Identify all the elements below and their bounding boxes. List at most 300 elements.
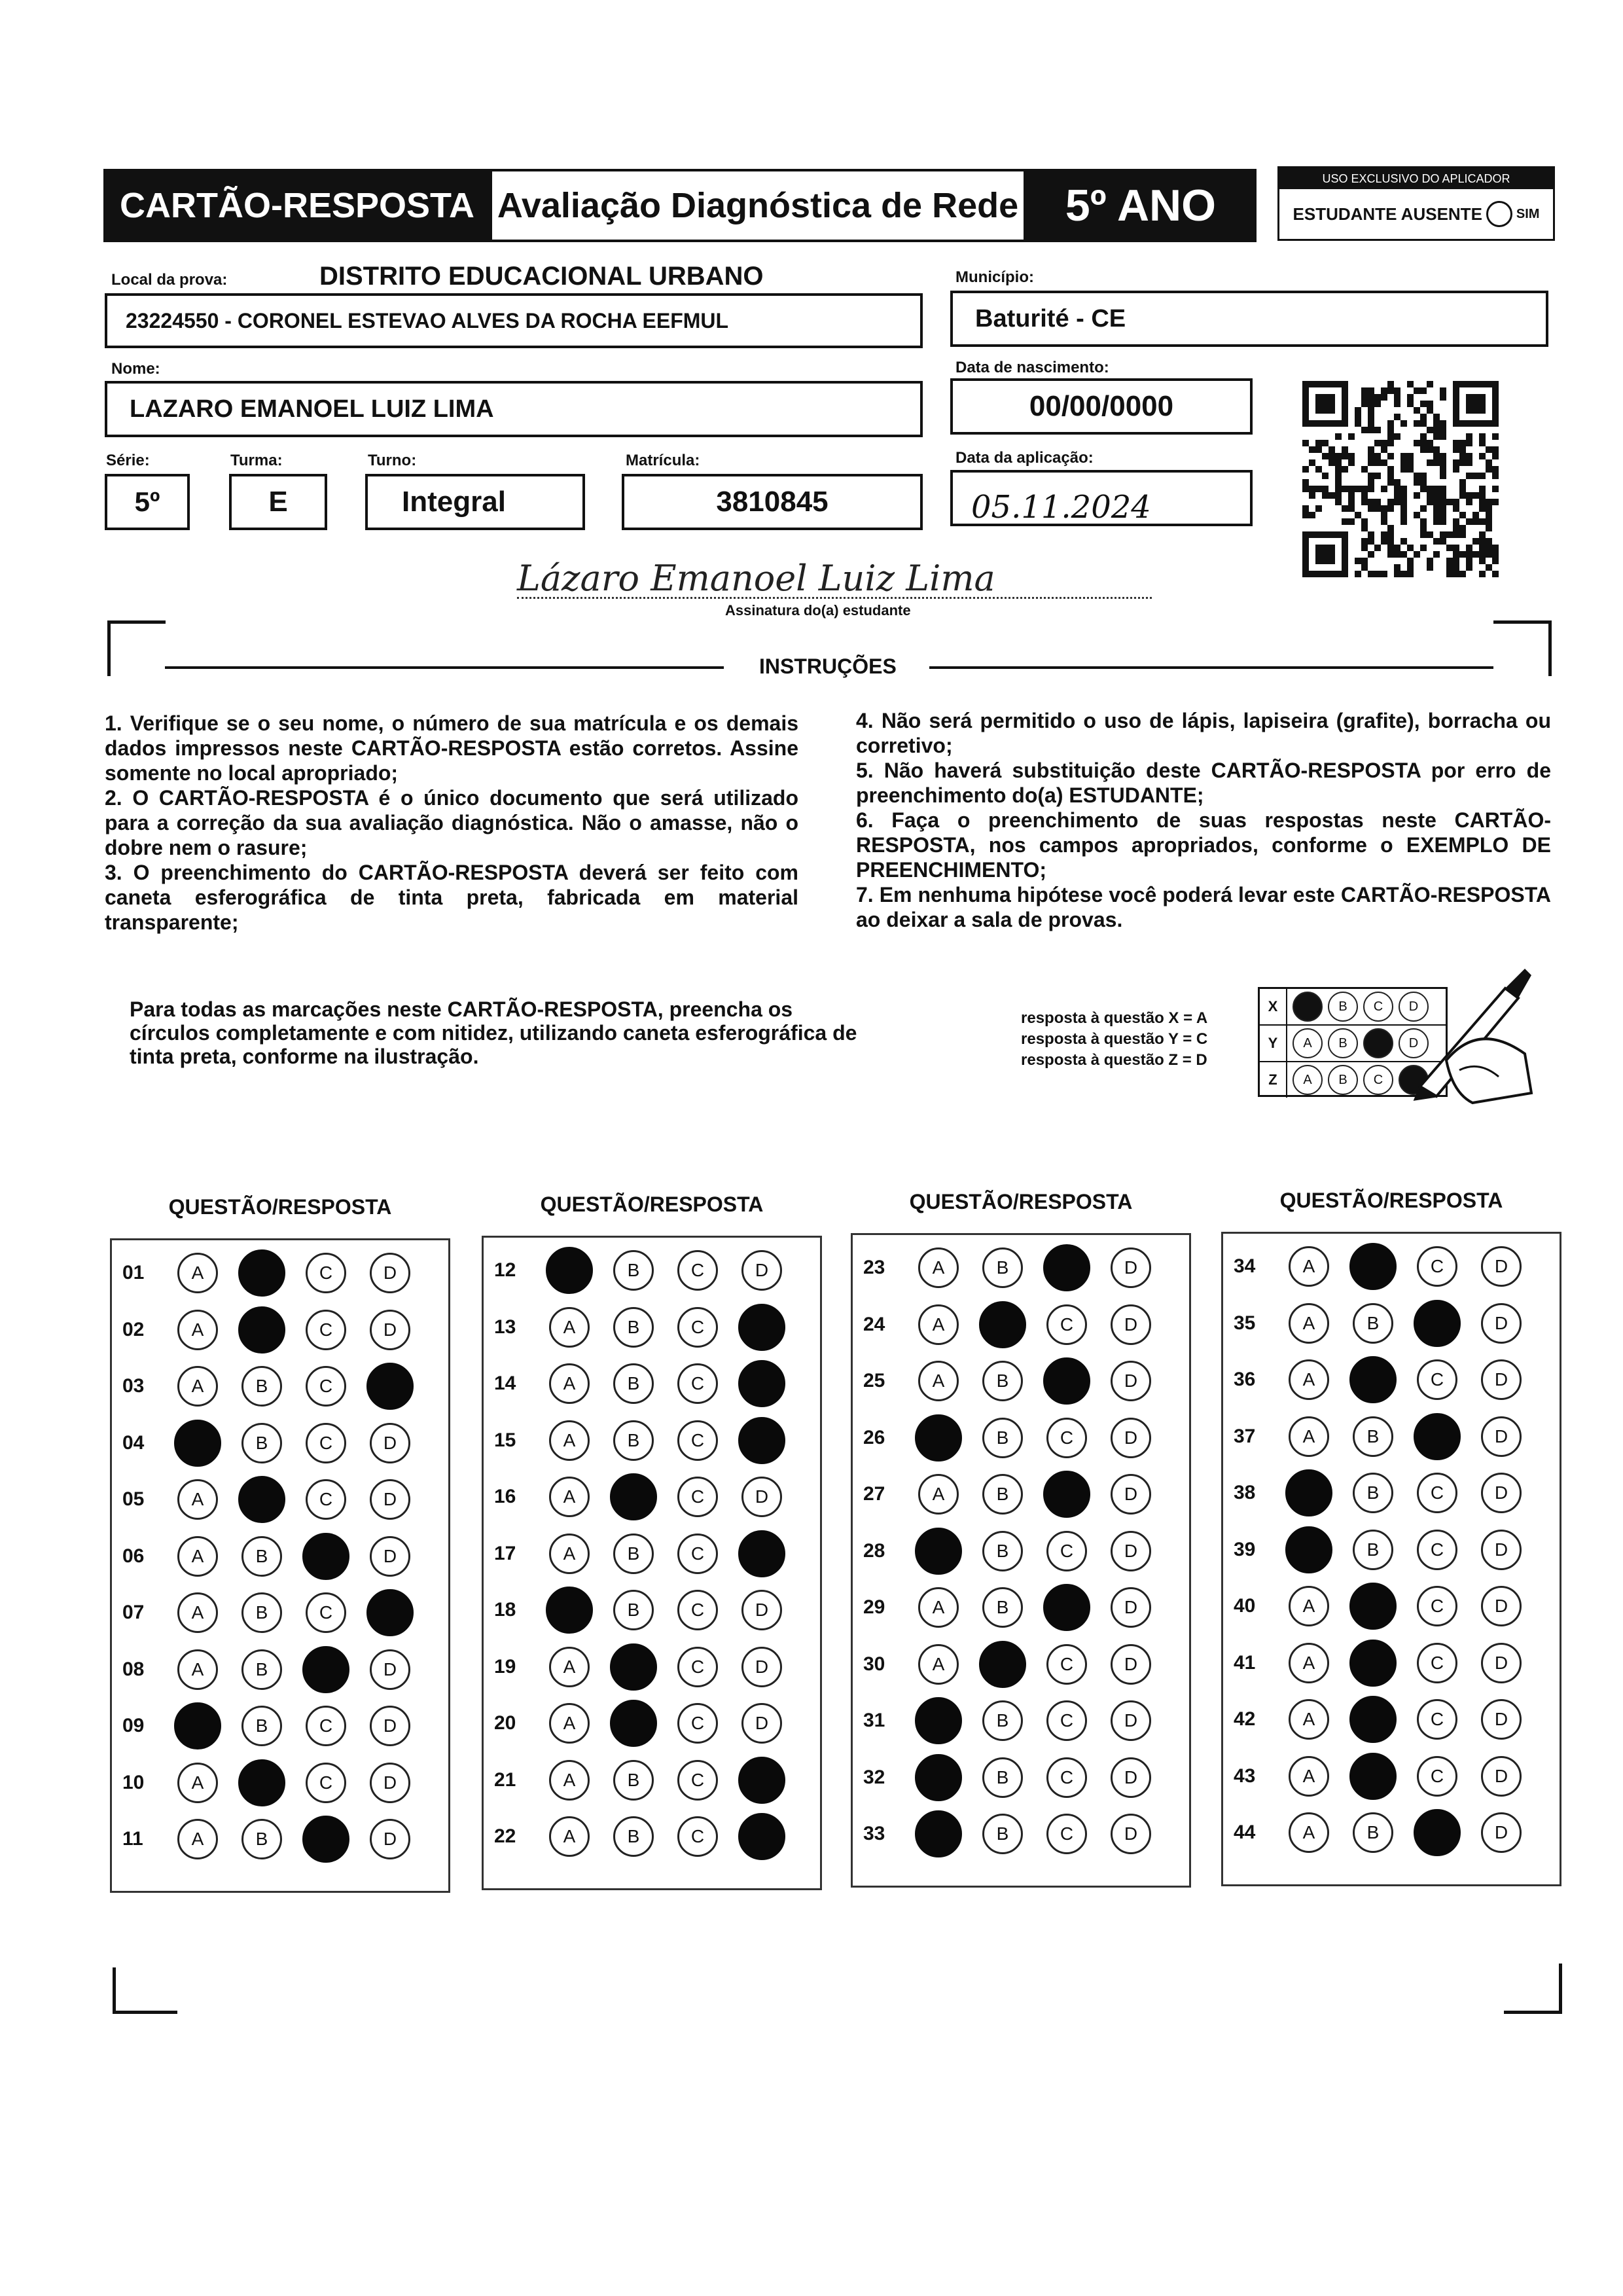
question-row-18	[484, 1590, 806, 1630]
question-number: 16	[494, 1486, 516, 1507]
bubble-22-a[interactable]: A	[549, 1816, 590, 1857]
bubble-20-b-filled[interactable]	[610, 1700, 657, 1747]
bubble-02-d[interactable]: D	[370, 1310, 410, 1350]
question-row-33	[853, 1814, 1175, 1854]
question-row-09	[112, 1706, 434, 1746]
bubble-20-c[interactable]: C	[677, 1703, 718, 1744]
municipio-value: Baturité - CE	[975, 304, 1126, 332]
question-number: 22	[494, 1825, 516, 1847]
municipio-field	[950, 291, 1548, 347]
question-row-27	[853, 1475, 1175, 1514]
matricula-value: 3810845	[716, 486, 829, 518]
question-number: 03	[122, 1375, 145, 1397]
question-row-17	[484, 1534, 806, 1573]
bubble-28-a-filled[interactable]	[915, 1528, 962, 1575]
nome-value: LAZARO EMANOEL LUIZ LIMA	[130, 395, 494, 423]
question-number: 26	[863, 1426, 885, 1448]
question-row-41	[1223, 1643, 1545, 1683]
bubble-10-d[interactable]: D	[370, 1763, 410, 1803]
instruction-2: 2. O CARTÃO-RESPOSTA é o único documento que será utilizado para a correção da sua avaliação diagnóstica. Não o amasse, não o dobre nem o rasure;	[105, 786, 798, 859]
example-bubble-a: A	[1293, 1028, 1323, 1058]
bubble-02-b-filled[interactable]	[238, 1306, 285, 1354]
question-number: 44	[1234, 1821, 1256, 1843]
example-line-z: resposta à questão Z = D	[1021, 1051, 1207, 1069]
question-number: 20	[494, 1712, 516, 1734]
bubble-27-c-filled[interactable]	[1043, 1471, 1090, 1518]
bubble-02-a[interactable]: A	[177, 1310, 218, 1350]
bubble-03-b[interactable]: B	[241, 1366, 282, 1407]
fill-note: Para todas as marcações neste CARTÃO-RESPOSTA, preencha os círculos completamente e com nitidez, utilizando caneta esferográfica de tinta preta, conforme na ilustração.	[130, 997, 857, 1068]
question-row-40	[1223, 1587, 1545, 1626]
bubble-16-b-filled[interactable]	[610, 1473, 657, 1520]
example-bubble-d: D	[1399, 992, 1429, 1022]
bubble-39-c[interactable]: C	[1417, 1530, 1457, 1570]
bubble-34-a[interactable]: A	[1289, 1246, 1329, 1287]
bubble-12-d[interactable]: D	[741, 1250, 782, 1291]
question-row-37	[1223, 1417, 1545, 1456]
question-row-06	[112, 1537, 434, 1576]
bubble-04-b[interactable]: B	[241, 1423, 282, 1463]
bubble-25-b[interactable]: B	[982, 1361, 1023, 1401]
question-row-30	[853, 1645, 1175, 1684]
bubble-17-a[interactable]: A	[549, 1534, 590, 1574]
bubble-30-b-filled[interactable]	[979, 1641, 1026, 1688]
bubble-27-b[interactable]: B	[982, 1474, 1023, 1515]
bubble-23-d[interactable]: D	[1111, 1247, 1151, 1288]
bubble-28-c[interactable]: C	[1046, 1531, 1087, 1571]
column-title-2: QUESTÃO/RESPOSTA	[540, 1193, 764, 1216]
bubble-37-c-filled[interactable]	[1414, 1413, 1461, 1460]
question-number: 06	[122, 1545, 145, 1567]
bubble-11-d[interactable]: D	[370, 1819, 410, 1859]
bubble-17-d-filled[interactable]	[738, 1530, 785, 1577]
bubble-03-d-filled[interactable]	[366, 1363, 414, 1410]
question-row-15	[484, 1421, 806, 1460]
example-bubble-c: C	[1363, 992, 1393, 1022]
bubble-25-c-filled[interactable]	[1043, 1357, 1090, 1405]
example-bubble-c	[1363, 1028, 1393, 1058]
question-number: 42	[1234, 1708, 1256, 1730]
question-number: 17	[494, 1542, 516, 1564]
corner-top-left	[107, 620, 166, 676]
bubble-21-b[interactable]: B	[613, 1760, 654, 1801]
bubble-15-a[interactable]: A	[549, 1420, 590, 1461]
bubble-20-a[interactable]: A	[549, 1703, 590, 1744]
bubble-08-c-filled[interactable]	[302, 1646, 349, 1693]
bubble-01-d[interactable]: D	[370, 1253, 410, 1293]
bubble-18-a-filled[interactable]	[546, 1587, 593, 1634]
bubble-43-b-filled[interactable]	[1349, 1753, 1397, 1800]
bubble-42-a[interactable]: A	[1289, 1699, 1329, 1740]
bubble-27-a[interactable]: A	[918, 1474, 959, 1515]
signature: Lázaro Emanoel Luiz Lima	[517, 558, 995, 599]
question-number: 33	[863, 1823, 885, 1844]
question-row-12	[484, 1251, 806, 1290]
bubble-26-d[interactable]: D	[1111, 1418, 1151, 1458]
bubble-39-b[interactable]: B	[1353, 1530, 1393, 1570]
bubble-26-c[interactable]: C	[1046, 1418, 1087, 1458]
bubble-31-c[interactable]: C	[1046, 1700, 1087, 1741]
question-row-02	[112, 1310, 434, 1350]
bubble-27-d[interactable]: D	[1111, 1474, 1151, 1515]
bubble-07-c[interactable]: C	[306, 1592, 346, 1633]
question-row-14	[484, 1364, 806, 1403]
bubble-22-d-filled[interactable]	[738, 1813, 785, 1860]
absent-checkbox[interactable]	[1486, 201, 1512, 227]
signature-line	[517, 597, 1152, 599]
corner-top-right	[1493, 620, 1552, 676]
bubble-23-a[interactable]: A	[918, 1247, 959, 1288]
bubble-09-d[interactable]: D	[370, 1706, 410, 1746]
bubble-11-a[interactable]: A	[177, 1819, 218, 1859]
bubble-08-d[interactable]: D	[370, 1649, 410, 1690]
question-row-11	[112, 1820, 434, 1859]
question-number: 21	[494, 1768, 516, 1791]
bubble-30-a[interactable]: A	[918, 1644, 959, 1685]
bubble-32-d[interactable]: D	[1111, 1757, 1151, 1798]
question-number: 02	[122, 1318, 145, 1340]
bubble-42-b-filled[interactable]	[1349, 1696, 1397, 1743]
bubble-08-a[interactable]: A	[177, 1649, 218, 1690]
bubble-10-a[interactable]: A	[177, 1763, 218, 1803]
card-title-text: CARTÃO-RESPOSTA	[119, 186, 474, 225]
bubble-07-a[interactable]: A	[177, 1592, 218, 1633]
question-number: 31	[863, 1710, 885, 1731]
bubble-06-b[interactable]: B	[241, 1536, 282, 1577]
bubble-26-a-filled[interactable]	[915, 1414, 962, 1462]
bubble-37-d[interactable]: D	[1481, 1416, 1522, 1457]
bubble-05-b-filled[interactable]	[238, 1476, 285, 1523]
answer-column-1	[110, 1238, 450, 1893]
bubble-40-c[interactable]: C	[1417, 1586, 1457, 1626]
school-field	[105, 293, 923, 348]
bubble-44-d[interactable]: D	[1481, 1812, 1522, 1853]
bubble-24-d[interactable]: D	[1111, 1304, 1151, 1345]
example-row-label: Z	[1260, 1062, 1287, 1098]
bubble-05-c[interactable]: C	[306, 1479, 346, 1520]
question-row-16	[484, 1477, 806, 1516]
question-row-20	[484, 1704, 806, 1743]
bubble-32-b[interactable]: B	[982, 1757, 1023, 1798]
serie-value: 5º	[134, 486, 160, 517]
bubble-23-b[interactable]: B	[982, 1247, 1023, 1288]
bubble-42-d[interactable]: D	[1481, 1699, 1522, 1740]
turno-label: Turno:	[368, 452, 417, 469]
bubble-33-d[interactable]: D	[1111, 1814, 1151, 1854]
instructions-right	[856, 708, 1551, 932]
question-number: 30	[863, 1653, 885, 1675]
instructions-title: INSTRUÇÕES	[759, 655, 897, 678]
bubble-18-c[interactable]: C	[677, 1590, 718, 1630]
instruction-5: 5. Não haverá substituição deste CARTÃO-RESPOSTA por erro de preenchimento do(a) ESTUDANTE;	[856, 759, 1551, 807]
bubble-10-c[interactable]: C	[306, 1763, 346, 1803]
question-row-43	[1223, 1757, 1545, 1796]
example-bubble-d: D	[1399, 1028, 1429, 1058]
question-row-07	[112, 1593, 434, 1632]
bubble-13-a[interactable]: A	[549, 1307, 590, 1348]
aplicacao-field	[950, 470, 1253, 526]
bubble-36-c[interactable]: C	[1417, 1359, 1457, 1400]
assessment-title-text: Avaliação Diagnóstica de Rede	[497, 186, 1019, 225]
question-number: 23	[863, 1257, 885, 1278]
bubble-01-c[interactable]: C	[306, 1253, 346, 1293]
bubble-31-a-filled[interactable]	[915, 1697, 962, 1744]
bubble-33-a-filled[interactable]	[915, 1810, 962, 1857]
bubble-12-b[interactable]: B	[613, 1250, 654, 1291]
question-number: 40	[1234, 1595, 1256, 1617]
signature-label: Assinatura do(a) estudante	[725, 602, 911, 619]
bubble-14-b[interactable]: B	[613, 1363, 654, 1404]
bubble-33-b[interactable]: B	[982, 1814, 1023, 1854]
bubble-25-a[interactable]: A	[918, 1361, 959, 1401]
instruction-6: 6. Faça o preenchimento de suas respostas neste CARTÃO-RESPOSTA, nos campos apropriados, conforme o EXEMPLO DE PREENCHIMENTO;	[856, 808, 1551, 882]
turma-value: E	[268, 486, 288, 518]
bubble-38-b[interactable]: B	[1353, 1473, 1393, 1513]
question-number: 27	[863, 1483, 885, 1505]
bubble-09-a-filled[interactable]	[174, 1702, 221, 1749]
bubble-13-c[interactable]: C	[677, 1307, 718, 1348]
question-number: 35	[1234, 1312, 1256, 1334]
bubble-41-c[interactable]: C	[1417, 1643, 1457, 1683]
assessment-title	[490, 169, 1026, 242]
corner-bottom-left	[113, 1967, 177, 2014]
question-number: 28	[863, 1539, 885, 1562]
bubble-35-a[interactable]: A	[1289, 1303, 1329, 1344]
bubble-35-b[interactable]: B	[1353, 1303, 1393, 1344]
bubble-07-d-filled[interactable]	[366, 1589, 414, 1636]
bubble-28-d[interactable]: D	[1111, 1531, 1151, 1571]
qr-code	[1302, 381, 1499, 580]
bubble-19-d[interactable]: D	[741, 1647, 782, 1687]
bubble-04-d[interactable]: D	[370, 1423, 410, 1463]
bubble-41-b-filled[interactable]	[1349, 1640, 1397, 1687]
bubble-06-a[interactable]: A	[177, 1536, 218, 1577]
question-row-36	[1223, 1360, 1545, 1399]
instruction-3: 3. O preenchimento do CARTÃO-RESPOSTA deverá ser feito com caneta esferográfica de tinta preta, fabricada em material transparente;	[105, 861, 798, 934]
bubble-19-a[interactable]: A	[549, 1647, 590, 1687]
bubble-16-c[interactable]: C	[677, 1477, 718, 1517]
bubble-16-d[interactable]: D	[741, 1477, 782, 1517]
bubble-04-c[interactable]: C	[306, 1423, 346, 1463]
bubble-41-d[interactable]: D	[1481, 1643, 1522, 1683]
bubble-05-d[interactable]: D	[370, 1479, 410, 1520]
bubble-01-a[interactable]: A	[177, 1253, 218, 1293]
bubble-09-b[interactable]: B	[241, 1706, 282, 1746]
question-row-19	[484, 1647, 806, 1687]
bubble-13-b[interactable]: B	[613, 1307, 654, 1348]
bubble-37-b[interactable]: B	[1353, 1416, 1393, 1457]
bubble-01-b-filled[interactable]	[238, 1249, 285, 1297]
matricula-label: Matrícula:	[626, 452, 700, 469]
bubble-40-a[interactable]: A	[1289, 1586, 1329, 1626]
instruction-7: 7. Em nenhuma hipótese você poderá levar este CARTÃO-RESPOSTA ao deixar a sala de provas.	[856, 883, 1551, 931]
bubble-29-b[interactable]: B	[982, 1587, 1023, 1628]
question-row-22	[484, 1817, 806, 1856]
question-number: 05	[122, 1488, 145, 1510]
example-bubble-a: A	[1293, 1065, 1323, 1095]
question-row-38	[1223, 1473, 1545, 1513]
bubble-44-c-filled[interactable]	[1414, 1809, 1461, 1856]
bubble-39-d[interactable]: D	[1481, 1530, 1522, 1570]
bubble-22-b[interactable]: B	[613, 1816, 654, 1857]
bubble-07-b[interactable]: B	[241, 1592, 282, 1633]
bubble-43-c[interactable]: C	[1417, 1756, 1457, 1797]
bubble-30-c[interactable]: C	[1046, 1644, 1087, 1685]
question-number: 14	[494, 1372, 516, 1394]
bubble-41-a[interactable]: A	[1289, 1643, 1329, 1683]
question-row-34	[1223, 1247, 1545, 1286]
bubble-23-c-filled[interactable]	[1043, 1244, 1090, 1291]
bubble-26-b[interactable]: B	[982, 1418, 1023, 1458]
question-row-28	[853, 1532, 1175, 1571]
bubble-20-d[interactable]: D	[741, 1703, 782, 1744]
nascimento-label: Data de nascimento:	[955, 359, 1109, 376]
question-row-44	[1223, 1813, 1545, 1852]
bubble-31-d[interactable]: D	[1111, 1700, 1151, 1741]
example-bubble-b: B	[1328, 992, 1358, 1022]
question-row-21	[484, 1761, 806, 1800]
instruction-1: 1. Verifique se o seu nome, o número de sua matrícula e os demais dados impressos neste CARTÃO-RESPOSTA estão corretos. Assine somente no local apropriado;	[105, 711, 798, 785]
bubble-04-a-filled[interactable]	[174, 1420, 221, 1467]
question-number: 43	[1234, 1765, 1256, 1787]
question-row-05	[112, 1480, 434, 1519]
bubble-24-a[interactable]: A	[918, 1304, 959, 1345]
bubble-17-b[interactable]: B	[613, 1534, 654, 1574]
bubble-15-d-filled[interactable]	[738, 1417, 785, 1464]
bubble-12-c[interactable]: C	[677, 1250, 718, 1291]
bubble-40-d[interactable]: D	[1481, 1586, 1522, 1626]
bubble-11-c-filled[interactable]	[302, 1816, 349, 1863]
bubble-15-c[interactable]: C	[677, 1420, 718, 1461]
column-title-3: QUESTÃO/RESPOSTA	[909, 1190, 1133, 1213]
bubble-43-d[interactable]: D	[1481, 1756, 1522, 1797]
bubble-16-a[interactable]: A	[549, 1477, 590, 1517]
local-label: Local da prova:	[111, 271, 228, 289]
bubble-44-a[interactable]: A	[1289, 1812, 1329, 1853]
column-title-1: QUESTÃO/RESPOSTA	[168, 1195, 392, 1219]
bubble-11-b[interactable]: B	[241, 1819, 282, 1859]
question-number: 36	[1234, 1369, 1256, 1390]
bubble-03-c[interactable]: C	[306, 1366, 346, 1407]
bubble-32-c[interactable]: C	[1046, 1757, 1087, 1798]
bubble-38-a-filled[interactable]	[1285, 1469, 1332, 1516]
question-number: 39	[1234, 1538, 1256, 1560]
bubble-14-a[interactable]: A	[549, 1363, 590, 1404]
bubble-21-a[interactable]: A	[549, 1760, 590, 1801]
bubble-18-d[interactable]: D	[741, 1590, 782, 1630]
bubble-33-c[interactable]: C	[1046, 1814, 1087, 1854]
bubble-06-c-filled[interactable]	[302, 1533, 349, 1580]
school-value: 23224550 - CORONEL ESTEVAO ALVES DA ROCHA EEFMUL	[126, 308, 729, 332]
question-row-04	[112, 1424, 434, 1463]
bubble-02-c[interactable]: C	[306, 1310, 346, 1350]
bubble-05-a[interactable]: A	[177, 1479, 218, 1520]
bubble-35-c-filled[interactable]	[1414, 1300, 1461, 1347]
bubble-06-d[interactable]: D	[370, 1536, 410, 1577]
example-line-x: resposta à questão X = A	[1021, 1009, 1208, 1027]
question-number: 08	[122, 1658, 145, 1680]
bubble-29-d[interactable]: D	[1111, 1587, 1151, 1628]
question-number: 29	[863, 1596, 885, 1618]
question-number: 25	[863, 1370, 885, 1391]
question-row-31	[853, 1701, 1175, 1740]
question-row-39	[1223, 1530, 1545, 1570]
bubble-17-c[interactable]: C	[677, 1534, 718, 1574]
bubble-08-b[interactable]: B	[241, 1649, 282, 1690]
bubble-09-c[interactable]: C	[306, 1706, 346, 1746]
bubble-34-b-filled[interactable]	[1349, 1243, 1397, 1290]
question-row-26	[853, 1418, 1175, 1458]
bubble-18-b[interactable]: B	[613, 1590, 654, 1630]
question-number: 24	[863, 1313, 885, 1335]
bubble-38-c[interactable]: C	[1417, 1473, 1457, 1513]
bubble-24-c[interactable]: C	[1046, 1304, 1087, 1345]
bubble-37-a[interactable]: A	[1289, 1416, 1329, 1457]
bubble-35-d[interactable]: D	[1481, 1303, 1522, 1344]
example-line-y: resposta à questão Y = C	[1021, 1030, 1208, 1048]
question-row-01	[112, 1253, 434, 1293]
question-row-08	[112, 1650, 434, 1689]
bubble-44-b[interactable]: B	[1353, 1812, 1393, 1853]
question-number: 37	[1234, 1425, 1256, 1447]
bubble-10-b-filled[interactable]	[238, 1759, 285, 1806]
bubble-36-a[interactable]: A	[1289, 1359, 1329, 1400]
bubble-43-a[interactable]: A	[1289, 1756, 1329, 1797]
bubble-36-b-filled[interactable]	[1349, 1356, 1397, 1403]
bubble-34-d[interactable]: D	[1481, 1246, 1522, 1287]
turma-label: Turma:	[230, 452, 283, 469]
bubble-03-a[interactable]: A	[177, 1366, 218, 1407]
bubble-21-c[interactable]: C	[677, 1760, 718, 1801]
bubble-12-a-filled[interactable]	[546, 1247, 593, 1294]
answer-column-4	[1221, 1232, 1561, 1886]
bubble-14-d-filled[interactable]	[738, 1360, 785, 1407]
bubble-19-b-filled[interactable]	[610, 1643, 657, 1691]
bubble-38-d[interactable]: D	[1481, 1473, 1522, 1513]
bubble-42-c[interactable]: C	[1417, 1699, 1457, 1740]
bubble-25-d[interactable]: D	[1111, 1361, 1151, 1401]
turno-value: Integral	[402, 486, 506, 518]
bubble-40-b-filled[interactable]	[1349, 1583, 1397, 1630]
question-row-10	[112, 1763, 434, 1803]
bubble-15-b[interactable]: B	[613, 1420, 654, 1461]
matricula-field	[622, 474, 923, 530]
bubble-34-c[interactable]: C	[1417, 1246, 1457, 1287]
bubble-29-c-filled[interactable]	[1043, 1584, 1090, 1631]
bubble-39-a-filled[interactable]	[1285, 1526, 1332, 1573]
bubble-30-d[interactable]: D	[1111, 1644, 1151, 1685]
local-value: DISTRITO EDUCACIONAL URBANO	[319, 262, 764, 291]
question-number: 32	[863, 1766, 885, 1788]
example-bubble-c: C	[1363, 1065, 1393, 1095]
bubble-24-b-filled[interactable]	[979, 1301, 1026, 1348]
bubble-29-a[interactable]: A	[918, 1587, 959, 1628]
bubble-31-b[interactable]: B	[982, 1700, 1023, 1741]
question-number: 09	[122, 1715, 145, 1736]
question-number: 07	[122, 1602, 145, 1623]
bubble-22-c[interactable]: C	[677, 1816, 718, 1857]
question-row-29	[853, 1588, 1175, 1627]
bubble-32-a-filled[interactable]	[915, 1754, 962, 1801]
bubble-13-d-filled[interactable]	[738, 1304, 785, 1351]
bubble-21-d-filled[interactable]	[738, 1757, 785, 1804]
bubble-36-d[interactable]: D	[1481, 1359, 1522, 1400]
aplicacao-label: Data da aplicação:	[955, 449, 1094, 467]
bubble-28-b[interactable]: B	[982, 1531, 1023, 1571]
absent-label: ESTUDANTE AUSENTE	[1293, 204, 1482, 224]
bubble-19-c[interactable]: C	[677, 1647, 718, 1687]
bubble-14-c[interactable]: C	[677, 1363, 718, 1404]
